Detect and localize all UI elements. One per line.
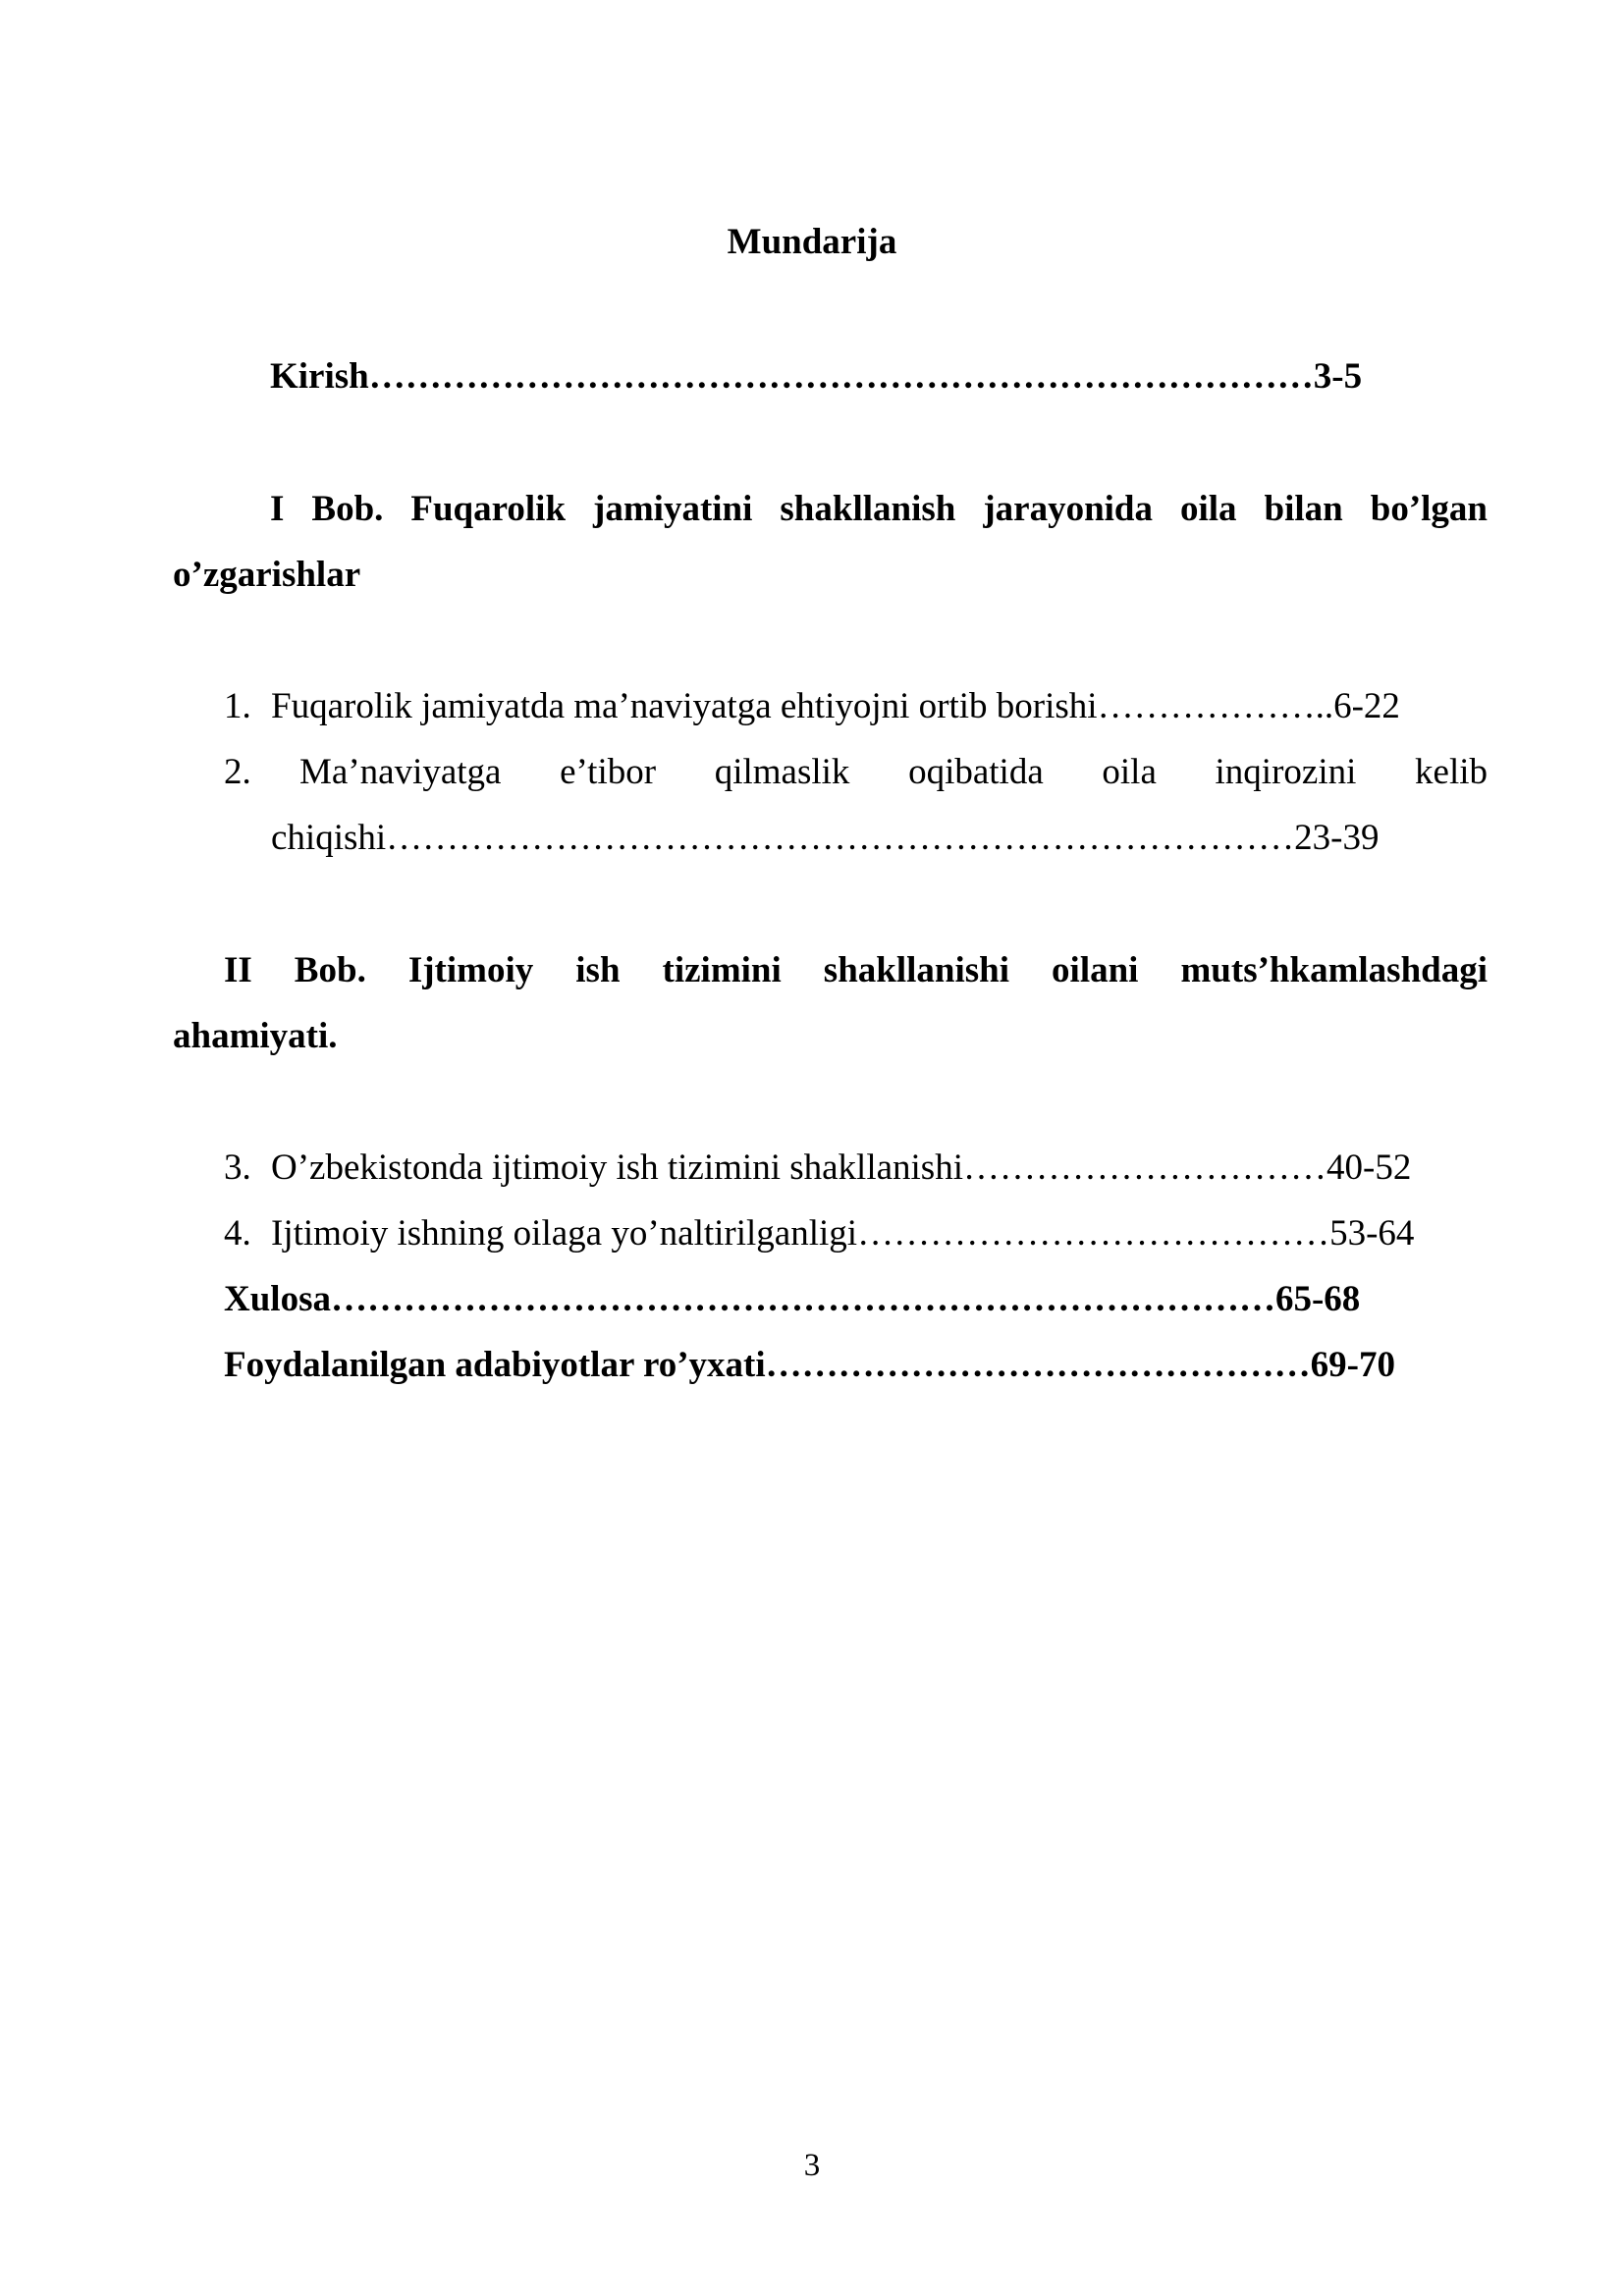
toc-entry-number: 1.	[224, 686, 251, 726]
toc-page-range: 53-64	[1329, 1213, 1415, 1254]
chapter-2-heading: II Bob. Ijtimoiy ish tizimini shakllanishi oilani muts’hkamlashdagi	[224, 950, 1488, 990]
toc-entry-references	[224, 1344, 1395, 1387]
toc-entry-text: Fuqarolik jamiyatda ma’naviyatga ehtiyojni ortib borishi	[271, 686, 1098, 726]
toc-entry-number: 4.	[224, 1213, 251, 1254]
toc-leader-dots: …………………………………………………………………	[386, 818, 1295, 858]
toc-title: Mundarija	[727, 222, 897, 262]
toc-leader-dots: ……………………………………………………………………	[368, 356, 1314, 397]
chapter-2-heading-continued: ahamiyati.	[173, 1016, 338, 1056]
toc-leader-dots: …………………………	[963, 1148, 1326, 1188]
chapter-1-heading-continued: o’zgarishlar	[173, 555, 361, 595]
toc-entry-1	[224, 685, 1400, 728]
toc-entry-2-text: Ma’naviyatga e’tibor qilmaslik oqibatida oila inqirozini kelib	[299, 752, 1488, 792]
toc-entry-3	[224, 1147, 1411, 1190]
toc-entry-label: Foydalanilgan adabiyotlar ro’yxati	[224, 1345, 766, 1385]
toc-entry-conclusion	[224, 1278, 1360, 1321]
toc-page-range: 69-70	[1310, 1345, 1395, 1385]
toc-entry-text: chiqishi	[271, 818, 387, 858]
toc-entry-text: Ijtimoiy ishning oilaga yo’naltirilganligi	[271, 1213, 858, 1254]
toc-entry-intro	[270, 355, 1362, 399]
toc-page-range: 23-39	[1294, 818, 1380, 858]
toc-leader-dots: …………………………………	[857, 1213, 1330, 1254]
toc-page-range: 6-22	[1333, 686, 1400, 726]
toc-leader-dots: ………………..	[1097, 686, 1334, 726]
toc-entry-number: 3.	[224, 1148, 251, 1188]
toc-entry-text: O’zbekistonda ijtimoiy ish tizimini shakllanishi	[271, 1148, 963, 1188]
toc-entry-2-number: 2.	[224, 752, 251, 792]
toc-entry-label: Kirish	[270, 356, 369, 397]
toc-leader-dots: ………………………………………	[765, 1345, 1311, 1385]
toc-entry-label: Xulosa	[224, 1279, 331, 1319]
toc-page-range: 65-68	[1274, 1279, 1361, 1319]
toc-entry-4	[224, 1212, 1414, 1255]
page-number: 3	[803, 2148, 821, 2183]
toc-entry-2-continued	[271, 817, 1380, 860]
toc-leader-dots: ……………………………………………………………………	[330, 1279, 1275, 1319]
toc-page-range: 3-5	[1313, 356, 1363, 397]
chapter-1-heading: I Bob. Fuqarolik jamiyatini shakllanish jarayonida oila bilan bo’lgan	[270, 489, 1488, 529]
toc-page-range: 40-52	[1326, 1148, 1412, 1188]
